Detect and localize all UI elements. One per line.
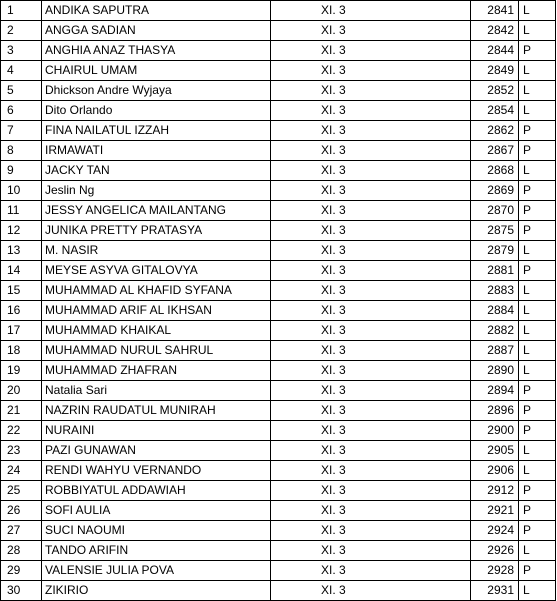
table-row xyxy=(1,561,556,581)
student-id-cell: 2896 xyxy=(471,401,519,421)
student-name-cell: M. NASIR xyxy=(42,241,271,261)
row-number-cell: 4 xyxy=(1,61,42,81)
table-row xyxy=(1,521,556,541)
table-row xyxy=(1,101,556,121)
table-row xyxy=(1,541,556,561)
gender-cell: L xyxy=(519,161,556,181)
table-row xyxy=(1,341,556,361)
row-number-cell: 28 xyxy=(1,541,42,561)
class-cell: XI. 3 xyxy=(271,341,471,361)
gender-cell: P xyxy=(519,201,556,221)
table-row xyxy=(1,401,556,421)
student-id-cell: 2842 xyxy=(471,21,519,41)
row-number-cell: 25 xyxy=(1,481,42,501)
student-id-cell: 2924 xyxy=(471,521,519,541)
gender-cell: L xyxy=(519,241,556,261)
row-number-cell: 1 xyxy=(1,1,42,21)
row-number-cell: 18 xyxy=(1,341,42,361)
table-row xyxy=(1,381,556,401)
student-id-cell: 2875 xyxy=(471,221,519,241)
table-row xyxy=(1,61,556,81)
class-cell: XI. 3 xyxy=(271,21,471,41)
student-id-cell: 2849 xyxy=(471,61,519,81)
student-name-cell: SUCI NAOUMI xyxy=(42,521,271,541)
class-cell: XI. 3 xyxy=(271,441,471,461)
class-cell: XI. 3 xyxy=(271,301,471,321)
table-row xyxy=(1,481,556,501)
gender-cell: P xyxy=(519,221,556,241)
table-row xyxy=(1,161,556,181)
gender-cell: L xyxy=(519,101,556,121)
student-name-cell: VALENSIE JULIA POVA xyxy=(42,561,271,581)
table-row xyxy=(1,141,556,161)
student-name-cell: JUNIKA PRETTY PRATASYA xyxy=(42,221,271,241)
table-row xyxy=(1,321,556,341)
row-number-cell: 30 xyxy=(1,581,42,601)
class-cell: XI. 3 xyxy=(271,41,471,61)
student-name-cell: Natalia Sari xyxy=(42,381,271,401)
row-number-cell: 20 xyxy=(1,381,42,401)
class-cell: XI. 3 xyxy=(271,181,471,201)
gender-cell: P xyxy=(519,141,556,161)
student-id-cell: 2890 xyxy=(471,361,519,381)
student-id-cell: 2852 xyxy=(471,81,519,101)
class-cell: XI. 3 xyxy=(271,241,471,261)
table-row xyxy=(1,261,556,281)
student-name-cell: RENDI WAHYU VERNANDO xyxy=(42,461,271,481)
student-name-cell: MUHAMMAD NURUL SAHRUL xyxy=(42,341,271,361)
gender-cell: L xyxy=(519,81,556,101)
student-id-cell: 2844 xyxy=(471,41,519,61)
class-cell: XI. 3 xyxy=(271,481,471,501)
table-row xyxy=(1,301,556,321)
gender-cell: L xyxy=(519,581,556,601)
gender-cell: L xyxy=(519,341,556,361)
class-cell: XI. 3 xyxy=(271,281,471,301)
student-name-cell: ANGGA SADIAN xyxy=(42,21,271,41)
student-id-cell: 2841 xyxy=(471,1,519,21)
class-cell: XI. 3 xyxy=(271,221,471,241)
student-name-cell: NAZRIN RAUDATUL MUNIRAH xyxy=(42,401,271,421)
row-number-cell: 15 xyxy=(1,281,42,301)
student-id-cell: 2921 xyxy=(471,501,519,521)
table-row xyxy=(1,1,556,21)
class-cell: XI. 3 xyxy=(271,541,471,561)
row-number-cell: 9 xyxy=(1,161,42,181)
student-name-cell: MEYSE ASYVA GITALOVYA xyxy=(42,261,271,281)
row-number-cell: 17 xyxy=(1,321,42,341)
student-id-cell: 2926 xyxy=(471,541,519,561)
class-cell: XI. 3 xyxy=(271,461,471,481)
gender-cell: P xyxy=(519,381,556,401)
class-cell: XI. 3 xyxy=(271,421,471,441)
table-row xyxy=(1,501,556,521)
student-id-cell: 2887 xyxy=(471,341,519,361)
student-id-cell: 2867 xyxy=(471,141,519,161)
gender-cell: P xyxy=(519,181,556,201)
student-id-cell: 2879 xyxy=(471,241,519,261)
student-name-cell: JACKY TAN xyxy=(42,161,271,181)
class-cell: XI. 3 xyxy=(271,561,471,581)
class-cell: XI. 3 xyxy=(271,201,471,221)
class-cell: XI. 3 xyxy=(271,381,471,401)
row-number-cell: 29 xyxy=(1,561,42,581)
table-row xyxy=(1,121,556,141)
class-cell: XI. 3 xyxy=(271,521,471,541)
student-name-cell: TANDO ARIFIN xyxy=(42,541,271,561)
student-name-cell: IRMAWATI xyxy=(42,141,271,161)
row-number-cell: 21 xyxy=(1,401,42,421)
student-id-cell: 2884 xyxy=(471,301,519,321)
table-row xyxy=(1,361,556,381)
student-id-cell: 2905 xyxy=(471,441,519,461)
gender-cell: L xyxy=(519,461,556,481)
student-id-cell: 2906 xyxy=(471,461,519,481)
row-number-cell: 27 xyxy=(1,521,42,541)
class-cell: XI. 3 xyxy=(271,1,471,21)
table-row xyxy=(1,21,556,41)
gender-cell: P xyxy=(519,501,556,521)
class-cell: XI. 3 xyxy=(271,81,471,101)
table-row xyxy=(1,281,556,301)
row-number-cell: 19 xyxy=(1,361,42,381)
row-number-cell: 12 xyxy=(1,221,42,241)
gender-cell: L xyxy=(519,281,556,301)
student-id-cell: 2882 xyxy=(471,321,519,341)
student-name-cell: MUHAMMAD ZHAFRAN xyxy=(42,361,271,381)
table-row xyxy=(1,81,556,101)
gender-cell: P xyxy=(519,401,556,421)
table-row xyxy=(1,581,556,601)
student-name-cell: NURAINI xyxy=(42,421,271,441)
student-name-cell: FINA NAILATUL IZZAH xyxy=(42,121,271,141)
gender-cell: P xyxy=(519,521,556,541)
student-id-cell: 2900 xyxy=(471,421,519,441)
student-table-body xyxy=(1,1,556,601)
student-id-cell: 2928 xyxy=(471,561,519,581)
table-row xyxy=(1,421,556,441)
row-number-cell: 10 xyxy=(1,181,42,201)
student-name-cell: MUHAMMAD ARIF AL IKHSAN xyxy=(42,301,271,321)
student-name-cell: ANGHIA ANAZ THASYA xyxy=(42,41,271,61)
table-row xyxy=(1,41,556,61)
class-cell: XI. 3 xyxy=(271,161,471,181)
student-name-cell: CHAIRUL UMAM xyxy=(42,61,271,81)
row-number-cell: 24 xyxy=(1,461,42,481)
student-name-cell: ZIKIRIO xyxy=(42,581,271,601)
student-name-cell: Dhickson Andre Wyjaya xyxy=(42,81,271,101)
student-name-cell: JESSY ANGELICA MAILANTANG xyxy=(42,201,271,221)
row-number-cell: 5 xyxy=(1,81,42,101)
gender-cell: P xyxy=(519,561,556,581)
student-name-cell: Dito Orlando xyxy=(42,101,271,121)
row-number-cell: 14 xyxy=(1,261,42,281)
class-cell: XI. 3 xyxy=(271,361,471,381)
student-id-cell: 2931 xyxy=(471,581,519,601)
table-row xyxy=(1,201,556,221)
class-cell: XI. 3 xyxy=(271,61,471,81)
class-cell: XI. 3 xyxy=(271,141,471,161)
row-number-cell: 3 xyxy=(1,41,42,61)
student-id-cell: 2870 xyxy=(471,201,519,221)
gender-cell: L xyxy=(519,61,556,81)
gender-cell: P xyxy=(519,261,556,281)
row-number-cell: 22 xyxy=(1,421,42,441)
class-cell: XI. 3 xyxy=(271,321,471,341)
student-name-cell: ANDIKA SAPUTRA xyxy=(42,1,271,21)
row-number-cell: 2 xyxy=(1,21,42,41)
gender-cell: L xyxy=(519,361,556,381)
student-id-cell: 2881 xyxy=(471,261,519,281)
student-id-cell: 2894 xyxy=(471,381,519,401)
gender-cell: L xyxy=(519,441,556,461)
gender-cell: P xyxy=(519,421,556,441)
table-row xyxy=(1,441,556,461)
row-number-cell: 23 xyxy=(1,441,42,461)
class-cell: XI. 3 xyxy=(271,261,471,281)
student-id-cell: 2868 xyxy=(471,161,519,181)
class-cell: XI. 3 xyxy=(271,581,471,601)
table-row xyxy=(1,461,556,481)
row-number-cell: 6 xyxy=(1,101,42,121)
student-name-cell: Jeslin Ng xyxy=(42,181,271,201)
table-row xyxy=(1,181,556,201)
gender-cell: L xyxy=(519,1,556,21)
gender-cell: P xyxy=(519,121,556,141)
row-number-cell: 16 xyxy=(1,301,42,321)
class-cell: XI. 3 xyxy=(271,101,471,121)
table-row xyxy=(1,221,556,241)
gender-cell: L xyxy=(519,541,556,561)
class-cell: XI. 3 xyxy=(271,121,471,141)
student-name-cell: ROBBIYATUL ADDAWIAH xyxy=(42,481,271,501)
table-row xyxy=(1,241,556,261)
student-id-cell: 2869 xyxy=(471,181,519,201)
class-cell: XI. 3 xyxy=(271,501,471,521)
gender-cell: P xyxy=(519,41,556,61)
gender-cell: L xyxy=(519,21,556,41)
row-number-cell: 13 xyxy=(1,241,42,261)
student-name-cell: MUHAMMAD AL KHAFID SYFANA xyxy=(42,281,271,301)
gender-cell: P xyxy=(519,481,556,501)
student-id-cell: 2883 xyxy=(471,281,519,301)
student-name-cell: MUHAMMAD KHAIKAL xyxy=(42,321,271,341)
gender-cell: L xyxy=(519,301,556,321)
row-number-cell: 26 xyxy=(1,501,42,521)
row-number-cell: 7 xyxy=(1,121,42,141)
row-number-cell: 11 xyxy=(1,201,42,221)
student-name-cell: PAZI GUNAWAN xyxy=(42,441,271,461)
student-id-cell: 2862 xyxy=(471,121,519,141)
student-name-cell: SOFI AULIA xyxy=(42,501,271,521)
row-number-cell: 8 xyxy=(1,141,42,161)
student-id-cell: 2854 xyxy=(471,101,519,121)
student-id-cell: 2912 xyxy=(471,481,519,501)
gender-cell: L xyxy=(519,321,556,341)
class-cell: XI. 3 xyxy=(271,401,471,421)
